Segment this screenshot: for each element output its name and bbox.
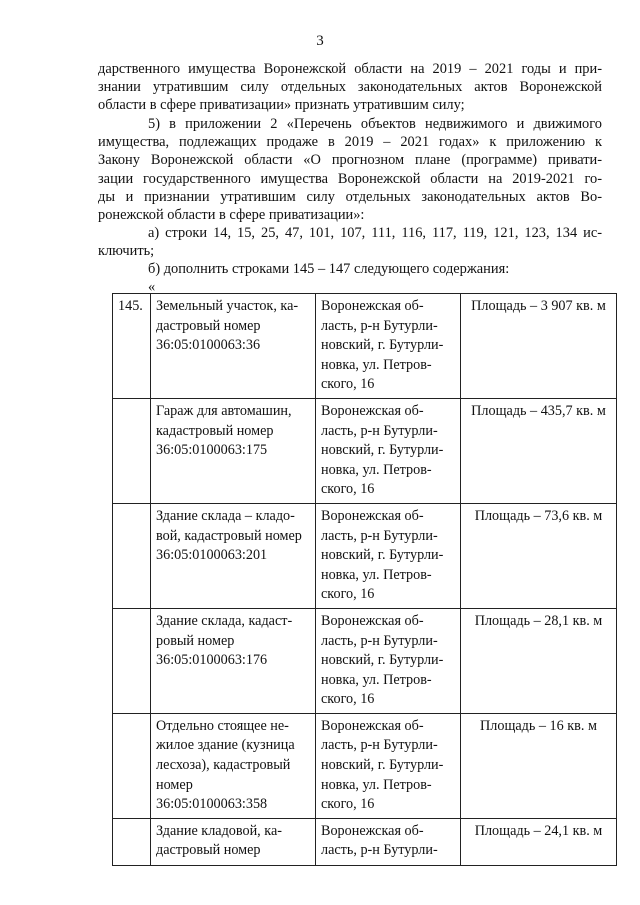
object-line: Отдельно стоящее не- — [156, 717, 289, 734]
object-cell — [151, 608, 316, 713]
quote-open: « — [148, 279, 156, 296]
address-line: новка, ул. Петров- — [321, 776, 432, 793]
address-line: ласть, р-н Бутурли- — [321, 422, 438, 439]
object-line: дастровый номер — [156, 317, 261, 334]
table-row — [113, 398, 617, 503]
address-line: ского, 16 — [321, 481, 375, 498]
object-line: жилое здание (кузница — [156, 737, 295, 754]
object-line: дастровый номер — [156, 842, 261, 859]
object-line: номер — [156, 776, 193, 793]
address-cell — [316, 608, 461, 713]
object-cell — [151, 818, 316, 865]
area-cell: Площадь – 16 кв. м — [461, 713, 617, 818]
object-line: кадастровый номер — [156, 422, 274, 439]
object-cell — [151, 294, 316, 399]
row-number: 145. — [113, 294, 151, 399]
address-line: Воронежская об- — [321, 298, 424, 314]
object-line: ровый номер — [156, 632, 235, 649]
address-line: новка, ул. Петров- — [321, 671, 432, 688]
text-line: ронежской области в сфере приватизации»: — [98, 207, 365, 224]
address-line: новка, ул. Петров- — [321, 461, 432, 478]
table-row — [113, 608, 617, 713]
row-number — [113, 398, 151, 503]
address-line: новка, ул. Петров- — [321, 566, 432, 583]
text-line: дарственного имущества Воронежской области на 2019 – 2021 годы и при- — [98, 61, 602, 77]
object-cell — [151, 398, 316, 503]
table-row — [113, 818, 617, 865]
object-cell — [151, 503, 316, 608]
object-line: Земельный участок, ка- — [156, 298, 299, 314]
address-line: ласть, р-н Бутурли- — [321, 632, 438, 649]
row-number — [113, 818, 151, 865]
row-number — [113, 608, 151, 713]
address-line: ского, 16 — [321, 691, 375, 708]
address-cell — [316, 294, 461, 399]
paragraph-item-a — [98, 224, 602, 260]
address-line: Воронежская об- — [321, 717, 424, 734]
address-cell — [316, 818, 461, 865]
address-line: новский, г. Бутурли- — [321, 442, 444, 459]
area-cell: Площадь – 24,1 кв. м — [461, 818, 617, 865]
object-line: Гараж для автомашин, — [156, 402, 292, 419]
object-line: 36:05:0100063:358 — [156, 796, 268, 813]
object-line: 36:05:0100063:176 — [156, 652, 268, 669]
address-line: Воронежская об- — [321, 822, 424, 839]
address-cell — [316, 398, 461, 503]
text-line: а) строки 14, 15, 25, 47, 101, 107, 111, 116, 117, 119, 121, 123, 134 ис- — [148, 225, 602, 241]
address-line: ского, 16 — [321, 586, 375, 603]
objects-table — [112, 293, 617, 866]
table-row — [113, 503, 617, 608]
address-line: Воронежская об- — [321, 402, 424, 419]
text-line: зации государственного имущества Воронежской области на 2019-2021 го- — [98, 170, 602, 187]
text-line: б) дополнить строками 145 – 147 следующего содержания: — [148, 261, 510, 277]
address-line: Воронежская об- — [321, 612, 424, 629]
address-line: ласть, р-н Бутурли- — [321, 842, 438, 859]
address-cell — [316, 503, 461, 608]
address-line: новский, г. Бутурли- — [321, 337, 444, 354]
area-cell: Площадь – 3 907 кв. м — [461, 294, 617, 399]
object-line: Здание склада – кладо- — [156, 507, 295, 524]
address-line: Воронежская об- — [321, 507, 424, 524]
object-line: Здание кладовой, ка- — [156, 822, 282, 839]
object-line: 36:05:0100063:201 — [156, 547, 268, 564]
area-cell: Площадь – 435,7 кв. м — [461, 398, 617, 503]
text-line: Закону Воронежской области «О прогнозном плане (программе) привати- — [98, 152, 602, 169]
address-line: ласть, р-н Бутурли- — [321, 737, 438, 754]
text-line: ключить; — [98, 243, 155, 260]
page-number: 3 — [316, 33, 324, 49]
table-row — [113, 713, 617, 818]
text-line: имущества, подлежащих продаже в 2019 – 2021 годах» к приложению к — [98, 134, 602, 151]
address-cell — [316, 713, 461, 818]
address-line: ласть, р-н Бутурли- — [321, 527, 438, 544]
object-line: вой, кадастровый номер — [156, 527, 302, 544]
address-line: ского, 16 — [321, 376, 375, 393]
text-line: 5) в приложении 2 «Перечень объектов недвижимого и движимого — [148, 116, 602, 132]
address-line: новка, ул. Петров- — [321, 356, 432, 373]
area-cell: Площадь – 28,1 кв. м — [461, 608, 617, 713]
text-line: ды и признании утратившим силу отдельных законодательных актов Во- — [98, 188, 602, 205]
row-number — [113, 503, 151, 608]
object-line: 36:05:0100063:36 — [156, 337, 261, 354]
address-line: новский, г. Бутурли- — [321, 547, 444, 564]
paragraph-item-b — [112, 260, 602, 296]
object-line: Здание склада, кадаст- — [156, 612, 293, 629]
text-line: области в сфере приватизации» признать утратившим силу; — [98, 97, 465, 114]
address-line: ского, 16 — [321, 796, 375, 813]
table-row — [113, 294, 617, 399]
area-cell: Площадь – 73,6 кв. м — [461, 503, 617, 608]
object-cell — [151, 713, 316, 818]
address-line: ласть, р-н Бутурли- — [321, 317, 438, 334]
object-line: 36:05:0100063:175 — [156, 442, 268, 459]
row-number — [113, 713, 151, 818]
address-line: новский, г. Бутурли- — [321, 757, 444, 774]
paragraph-continuation — [98, 60, 602, 115]
object-line: лесхоза), кадастровый — [156, 757, 291, 774]
paragraph-item-5 — [98, 115, 602, 224]
text-line: знании утратившим силу отдельных законодательных актов Воронежской — [98, 79, 602, 96]
address-line: новский, г. Бутурли- — [321, 652, 444, 669]
